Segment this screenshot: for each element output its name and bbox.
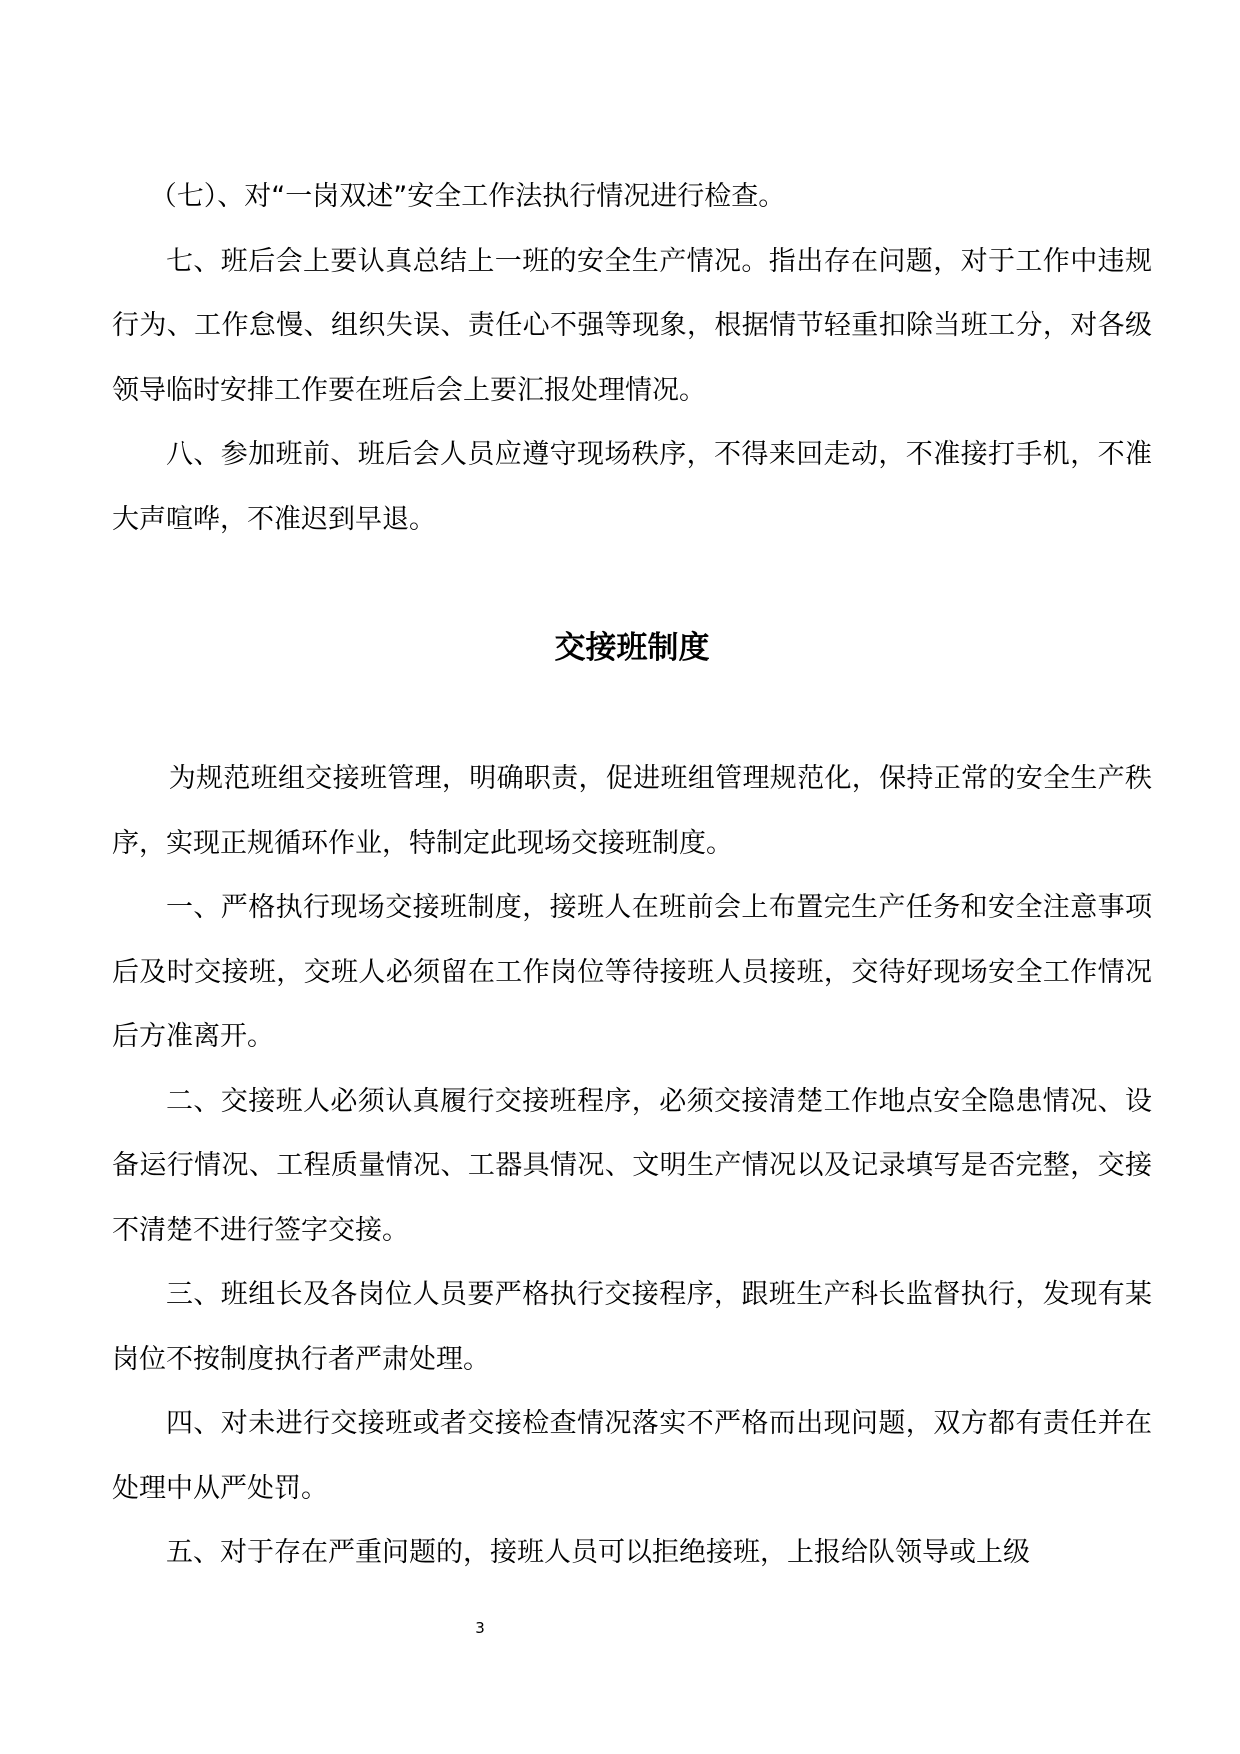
section-spacer (112, 552, 1152, 616)
paragraph-clause-4: 四、对未进行交接班或者交接检查情况落实不严格而出现问题，双方都有责任并在处理中从严处罚。 (112, 1408, 1152, 1504)
document-body (112, 165, 1152, 1586)
paragraph-inspection-item-7: （七）、对“一岗双述”安全工作法执行情况进行检查。 (149, 181, 786, 212)
paragraph-clause-2: 二、交接班人必须认真履行交接班程序，必须交接清楚工作地点安全隐患情况、设备运行情况、工程质量情况、工器具情况、文明生产情况以及记录填写是否完整，交接不清楚不进行签字交接。 (112, 1085, 1152, 1246)
paragraph-clause-1: 一、严格执行现场交接班制度，接班人在班前会上布置完生产任务和安全注意事项后及时交接班，交班人必须留在工作岗位等待接班人员接班，交待好现场安全工作情况后方准离开。 (112, 892, 1152, 1052)
paragraph-clause-5: 五、对于存在严重问题的，接班人员可以拒绝接班，上报给队领导或上级 (166, 1537, 1030, 1568)
paragraph-article-8: 八、参加班前、班后会人员应遵守现场秩序，不得来回走动，不准接打手机，不准大声喧哗，不准迟到早退。 (112, 439, 1152, 535)
section-title: 交接班制度 (554, 630, 710, 666)
paragraph-clause-3: 三、班组长及各岗位人员要严格执行交接程序，跟班生产科长监督执行，发现有某岗位不按制度执行者严肃处理。 (112, 1279, 1152, 1375)
paragraph-article-7: 七、班后会上要认真总结上一班的安全生产情况。指出存在问题，对于工作中违规行为、工作怠慢、组织失误、责任心不强等现象，根据情节轻重扣除当班工分，对各级领导临时安排工作要在班后会上要汇报处理情况。 (112, 245, 1152, 406)
page-number: 3 (475, 1619, 485, 1637)
section-spacer (112, 680, 1152, 747)
paragraph-intro: 为规范班组交接班管理，明确职责，促进班组管理规范化，保持正常的安全生产秩序，实现正规循环作业，特制定此现场交接班制度。 (112, 763, 1152, 859)
